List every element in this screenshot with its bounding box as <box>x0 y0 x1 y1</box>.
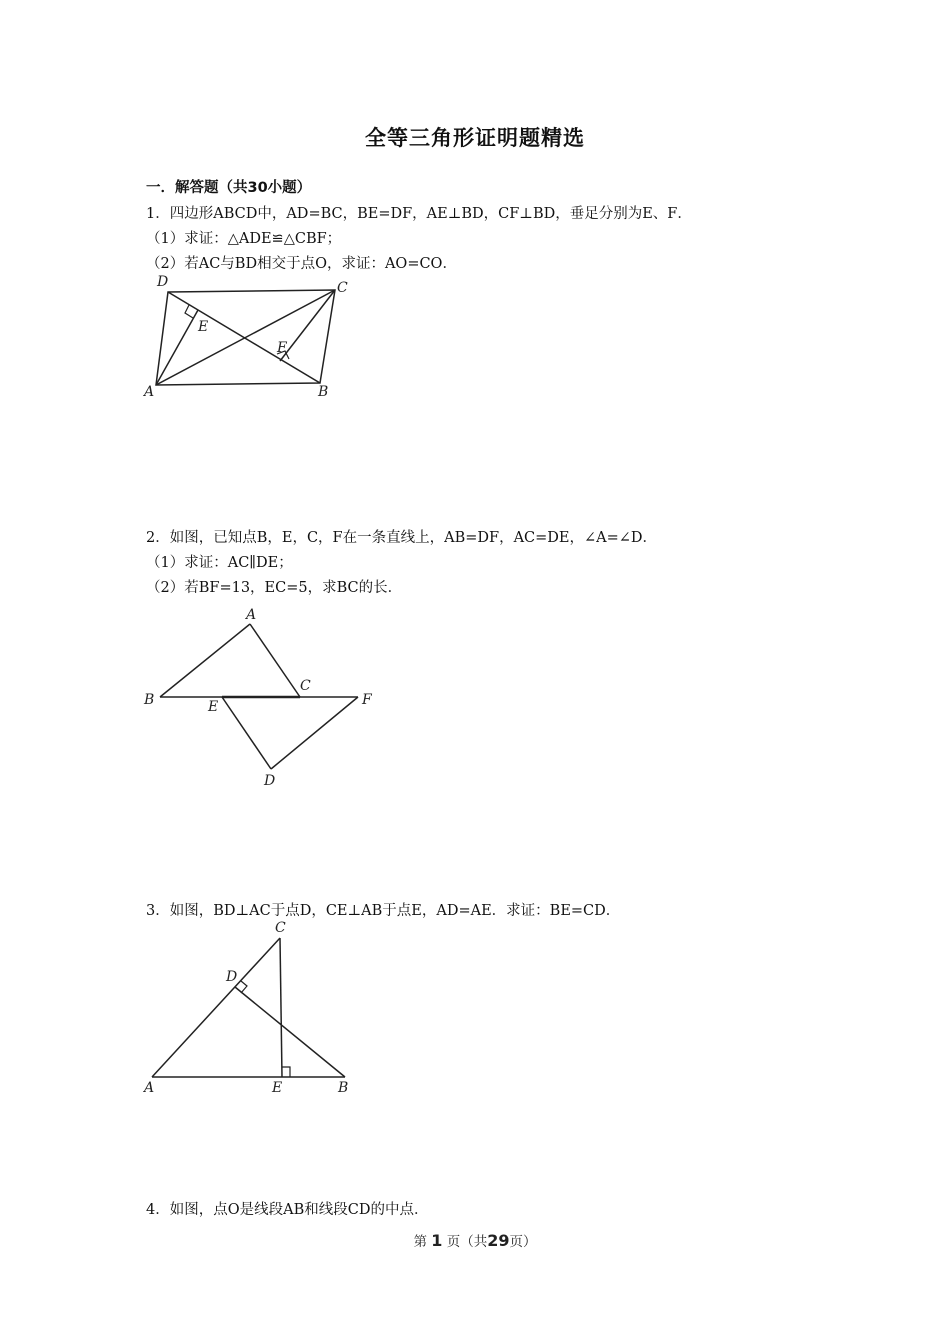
label-D: D <box>157 274 169 290</box>
label-D: D <box>226 969 238 985</box>
label-B: B <box>144 692 155 708</box>
label-D: D <box>264 773 276 789</box>
label-A: A <box>144 384 155 400</box>
label-A: A <box>246 607 257 623</box>
problem-2-part-1: （1）求证：AC∥DE； <box>146 555 293 571</box>
label-C: C <box>337 280 348 296</box>
label-B: B <box>318 384 329 400</box>
footer-middle: 页（共 <box>446 1234 488 1250</box>
problem-1-part-2: （2）若AC与BD相交于点O，求证：AO=CO． <box>146 256 457 272</box>
label-C: C <box>275 920 286 936</box>
footer-page-number: 1 <box>431 1231 443 1250</box>
footer-prefix: 第 <box>413 1234 427 1250</box>
label-F: F <box>277 340 287 356</box>
problem-4-statement: 4．如图，点O是线段AB和线段CD的中点． <box>146 1202 429 1218</box>
problem-1-statement: 1．四边形ABCD中，AD=BC，BE=DF，AE⊥BD，CF⊥BD，垂足分别为E、F． <box>146 206 692 222</box>
document-title: 全等三角形证明题精选 <box>365 126 585 150</box>
section-heading: 一．解答题（共30小题） <box>146 180 312 196</box>
problem-2-figure <box>140 600 385 790</box>
problem-1-part-1: （1）求证：△ADE≌△CBF； <box>146 231 342 247</box>
label-E: E <box>272 1080 283 1096</box>
label-B: B <box>338 1080 349 1096</box>
page-footer <box>0 1230 950 1250</box>
problem-2-part-2: （2）若BF=13，EC=5，求BC的长． <box>146 580 403 596</box>
label-E: E <box>198 319 209 335</box>
problem-1-figure <box>140 270 370 405</box>
label-A: A <box>144 1080 155 1096</box>
label-E: E <box>208 699 219 715</box>
label-C: C <box>300 678 311 694</box>
problem-3-statement: 3．如图，BD⊥AC于点D，CE⊥AB于点E，AD=AE．求证：BE=CD． <box>146 903 621 919</box>
label-F: F <box>362 692 372 708</box>
problem-3-figure <box>140 915 365 1100</box>
footer-total-pages: 29 <box>487 1231 510 1250</box>
problem-2-statement: 2．如图，已知点B，E，C，F在一条直线上，AB=DF，AC=DE，∠A=∠D． <box>146 530 658 546</box>
footer-suffix: 页） <box>509 1234 537 1250</box>
